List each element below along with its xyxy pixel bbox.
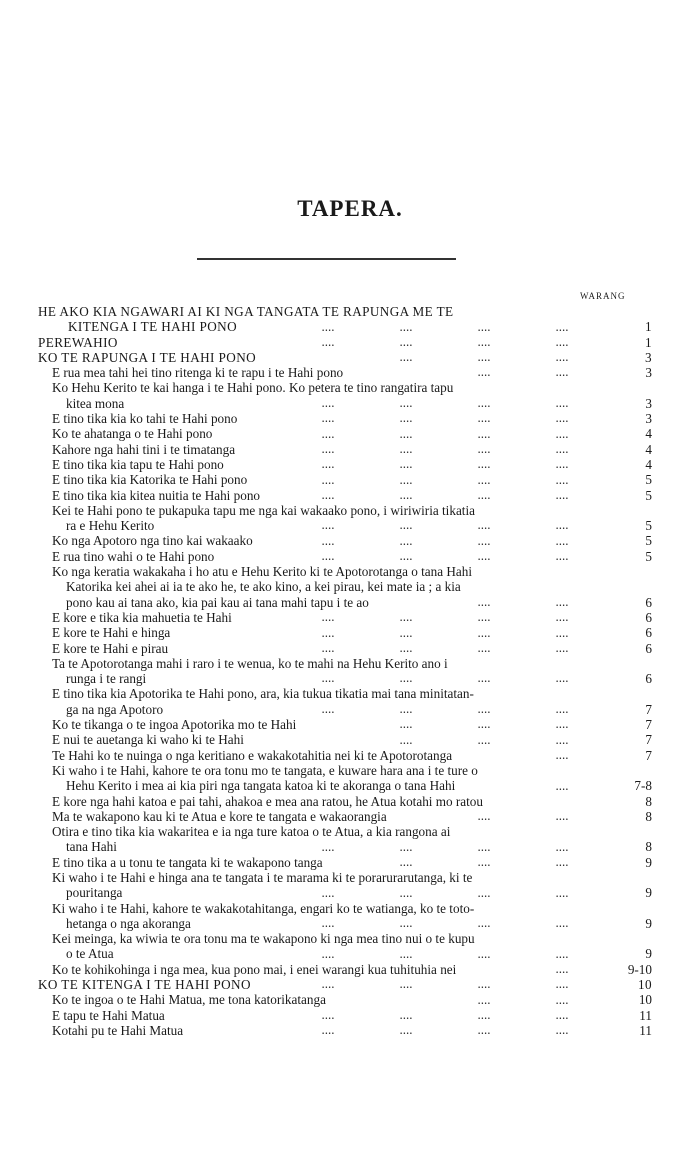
dot-leader-segment: .... <box>322 842 335 853</box>
toc-entry <box>0 442 700 457</box>
toc-page-number: 6 <box>645 671 652 687</box>
dot-leader-segment: .... <box>556 705 569 716</box>
dot-leader-segment: .... <box>400 705 413 716</box>
dot-leader-segment: .... <box>478 444 491 455</box>
toc-entry-title: E tapu te Hahi Matua <box>52 1007 165 1023</box>
toc-entry-title-continued: KITENGA I TE HAHI PONO <box>68 319 237 335</box>
dot-leader-segment: .... <box>400 980 413 991</box>
dot-leader-segment: .... <box>478 919 491 930</box>
dot-leader-segment: .... <box>478 368 491 379</box>
toc-entry <box>0 901 700 932</box>
dot-leader-segment: .... <box>556 475 569 486</box>
toc-entry-title: E tino tika kia Apotorika te Hahi pono, ara, kia tukua tikatia mai tana minitatan- <box>52 686 474 702</box>
dot-leader-segment: .... <box>322 521 335 532</box>
toc-entry <box>0 625 700 640</box>
toc-page-number: 7 <box>645 701 652 717</box>
dot-leader-segment: .... <box>322 705 335 716</box>
toc-page-number: 3 <box>645 395 652 411</box>
dot-leader-segment: .... <box>322 399 335 410</box>
dot-leader-segment: .... <box>322 460 335 471</box>
toc-entry-title: E kore nga hahi katoa e pai tahi, ahakoa e mea ana ratou, he Atua kotahi mo ratou <box>52 793 483 809</box>
dot-leader-segment: .... <box>322 337 335 348</box>
dot-leader-segment: .... <box>556 552 569 563</box>
toc-page-number: 11 <box>639 1022 652 1038</box>
dot-leader-segment: .... <box>322 1010 335 1021</box>
dot-leader-segment: .... <box>478 705 491 716</box>
dot-leader-segment: .... <box>478 842 491 853</box>
toc-entry-title: E kore te Hahi e hinga <box>52 625 171 641</box>
dot-leader-segment: .... <box>322 888 335 899</box>
dot-leader-segment: .... <box>556 597 569 608</box>
dot-leader-segment: .... <box>400 490 413 501</box>
dot-leader-segment: .... <box>322 643 335 654</box>
toc-page-number: 5 <box>645 548 652 564</box>
toc-entry <box>0 533 700 548</box>
toc-entry-title-continued: pouritanga <box>66 885 123 901</box>
toc-entry <box>0 992 700 1007</box>
dot-leader-segment: .... <box>400 949 413 960</box>
toc-entry-title: Kahore nga hahi tini i te timatanga <box>52 441 236 457</box>
dot-leader-segment: .... <box>400 842 413 853</box>
toc-entry-title-continued: kitea mona <box>66 395 125 411</box>
toc-page-number: 6 <box>645 594 652 610</box>
toc-page-number: 7 <box>645 732 652 748</box>
toc-entry-title: E tino tika a u tonu te tangata ki te wakapono tanga <box>52 854 323 870</box>
dot-leader-segment: .... <box>478 812 491 823</box>
toc-entry-title: E tino tika kia Katorika te Hahi pono <box>52 472 248 488</box>
dot-leader-segment: .... <box>322 980 335 991</box>
toc-entry-title: Ko te ingoa o te Hahi Matua, me tona katorikatanga <box>52 992 326 1008</box>
dot-leader-segment: .... <box>322 414 335 425</box>
toc-entry <box>0 488 700 503</box>
dot-leader-segment: .... <box>556 490 569 501</box>
toc-entry-title: Ko te ahatanga o te Hahi pono <box>52 426 213 442</box>
dot-leader-segment: .... <box>322 628 335 639</box>
toc-page-number: 7 <box>645 717 652 733</box>
dot-leader-segment: .... <box>556 842 569 853</box>
dot-leader-segment: .... <box>478 980 491 991</box>
toc-entry <box>0 503 700 534</box>
toc-entry <box>0 686 700 717</box>
toc-entry <box>0 610 700 625</box>
dot-leader-segment: .... <box>556 674 569 685</box>
toc-entry-title: E kore te Hahi e pirau <box>52 640 169 656</box>
dot-leader-segment: .... <box>556 643 569 654</box>
dot-leader-segment: .... <box>556 781 569 792</box>
dot-leader-segment: .... <box>400 1026 413 1037</box>
toc-page-number: 11 <box>639 1007 652 1023</box>
toc-entry <box>0 564 700 610</box>
dot-leader-segment: .... <box>478 1026 491 1037</box>
dot-leader-segment: .... <box>400 536 413 547</box>
dot-leader-segment: .... <box>400 674 413 685</box>
dot-leader-segment: .... <box>478 995 491 1006</box>
toc-entry-title: E rua tino wahi o te Hahi pono <box>52 548 215 564</box>
dot-leader-segment: .... <box>400 429 413 440</box>
dot-leader-segment: .... <box>400 399 413 410</box>
dot-leader-segment: .... <box>478 674 491 685</box>
toc-entry-title-continued: o te Atua <box>66 946 114 962</box>
dot-leader-segment: .... <box>322 1026 335 1037</box>
toc-entry-title: Ki waho i te Hahi, kahore te ora tonu mo te tangata, e kuware hara ana i te ture o <box>52 762 478 778</box>
toc-entry-title-continued: Hehu Kerito i mea ai kia piri nga tangata katoa ki te akoranga o tana Hahi <box>66 778 456 794</box>
dot-leader-segment: .... <box>556 857 569 868</box>
toc-page-number: 9 <box>645 915 652 931</box>
toc-entry <box>0 350 700 365</box>
dot-leader-segment: .... <box>478 857 491 868</box>
dot-leader-segment: .... <box>478 949 491 960</box>
dot-leader-segment: .... <box>400 857 413 868</box>
dot-leader-segment: .... <box>556 965 569 976</box>
toc-entry <box>0 824 700 855</box>
toc-page-number: 8 <box>645 793 652 809</box>
toc-entry-title: E rua mea tahi hei tino ritenga ki te rapu i te Hahi pono <box>52 365 344 381</box>
toc-entry-title-continued: Katorika kei ahei ai ia te ako he, te ako kino, a kei pirau, kei mate ia ; a kia <box>66 579 461 595</box>
toc-entry-title: Ko Hehu Kerito te kai hanga i te Hahi pono. Ko petera te tino rangatira tapu <box>52 380 454 396</box>
toc-entry-title-continued: pono kau ai tana ako, kia pai kau ai tana mahi tapu i te ao <box>66 594 369 610</box>
dot-leader-segment: .... <box>478 613 491 624</box>
dot-leader-segment: .... <box>478 337 491 348</box>
toc-entry <box>0 304 700 335</box>
dot-leader-segment: .... <box>400 720 413 731</box>
dot-leader-segment: .... <box>322 429 335 440</box>
toc-entry-title: Ko te kohikohinga i nga mea, kua pono mai, i enei warangi kua tuhituhia nei <box>52 961 457 977</box>
toc-entry-title: Ki waho i te Hahi, kahore te wakakotahitanga, engari ko te watianga, ko te toto- <box>52 900 475 916</box>
dot-leader-segment: .... <box>322 552 335 563</box>
toc-entry <box>0 931 700 962</box>
toc-entry-title: E tino tika kia kitea nuitia te Hahi pono <box>52 487 261 503</box>
toc-page-number: 4 <box>645 456 652 472</box>
toc-entry <box>0 977 700 992</box>
toc-page-number: 7-8 <box>634 778 652 794</box>
dot-leader-segment: .... <box>556 429 569 440</box>
dot-leader-segment: .... <box>556 322 569 333</box>
toc-entry-title: Ko nga Apotoro nga tino kai wakaako <box>52 533 253 549</box>
toc-page-number: 6 <box>645 640 652 656</box>
toc-entry <box>0 411 700 426</box>
dot-leader-segment: .... <box>400 353 413 364</box>
dot-leader-segment: .... <box>556 460 569 471</box>
toc-entry-title: Ta te Apotorotanga mahi i raro i te wenua, ko te mahi na Hehu Kerito ano i <box>52 655 448 671</box>
dot-leader-segment: .... <box>556 995 569 1006</box>
dot-leader-segment: .... <box>478 720 491 731</box>
toc-entry <box>0 549 700 564</box>
toc-entry-title: Kei meinga, ka wiwia te ora tonu ma te wakapono ki nga mea tino nui o te kupu <box>52 931 475 947</box>
dot-leader-segment: .... <box>400 460 413 471</box>
toc-entry <box>0 870 700 901</box>
dot-leader-segment: .... <box>478 460 491 471</box>
toc-entry-title-continued: runga i te rangi <box>66 671 147 687</box>
dot-leader-segment: .... <box>400 643 413 654</box>
dot-leader-segment: .... <box>478 536 491 547</box>
toc-page-number: 5 <box>645 518 652 534</box>
dot-leader-segment: .... <box>556 720 569 731</box>
dot-leader-segment: .... <box>556 888 569 899</box>
toc-page-number: 9 <box>645 885 652 901</box>
toc-entry <box>0 656 700 687</box>
dot-leader-segment: .... <box>400 475 413 486</box>
dot-leader-segment: .... <box>556 399 569 410</box>
toc-page-number: 9-10 <box>627 961 652 977</box>
toc-page-number: 7 <box>645 747 652 763</box>
toc-entry-title: E kore e tika kia mahuetia te Hahi <box>52 609 232 625</box>
toc-entry-title: KO TE RAPUNGA I TE HAHI PONO <box>38 349 257 365</box>
dot-leader-segment: .... <box>322 536 335 547</box>
toc-page-number: 10 <box>638 977 652 993</box>
toc-entry <box>0 380 700 411</box>
dot-leader-segment: .... <box>400 919 413 930</box>
toc-entry <box>0 717 700 732</box>
dot-leader-segment: .... <box>556 353 569 364</box>
toc-entry <box>0 794 700 809</box>
toc-entry-title: Kei te Hahi pono te pukapuka tapu me nga kai wakaako pono, i wiriwiria tikatia <box>52 502 475 518</box>
toc-page-number: 8 <box>645 808 652 824</box>
dot-leader-segment: .... <box>556 949 569 960</box>
toc-entry-title-continued: hetanga o nga akoranga <box>66 915 191 931</box>
toc-entry <box>0 1008 700 1023</box>
dot-leader-segment: .... <box>556 919 569 930</box>
toc-entry <box>0 457 700 472</box>
dot-leader-segment: .... <box>400 628 413 639</box>
dot-leader-segment: .... <box>478 322 491 333</box>
toc-page-number: 3 <box>645 411 652 427</box>
dot-leader-segment: .... <box>478 475 491 486</box>
dot-leader-segment: .... <box>322 949 335 960</box>
toc-entry-title: HE AKO KIA NGAWARI AI KI NGA TANGATA TE RAPUNGA ME TE <box>38 304 454 319</box>
toc-entry <box>0 1023 700 1038</box>
title-rule <box>197 258 456 260</box>
dot-leader-segment: .... <box>322 444 335 455</box>
toc-page-number: 3 <box>645 349 652 365</box>
toc-page-number: 8 <box>645 839 652 855</box>
toc-entry <box>0 763 700 794</box>
toc-entry-title: Kotahi pu te Hahi Matua <box>52 1022 184 1038</box>
dot-leader-segment: .... <box>556 368 569 379</box>
toc-page-number: 4 <box>645 426 652 442</box>
toc-entry-title: E nui te auetanga ki waho ki te Hahi <box>52 732 244 748</box>
toc-page-number: 1 <box>645 334 652 350</box>
toc-entry <box>0 641 700 656</box>
dot-leader-segment: .... <box>478 414 491 425</box>
page-title: TAPERA. <box>297 196 403 221</box>
dot-leader-segment: .... <box>556 521 569 532</box>
toc-entry-title: E tino tika kia tapu te Hahi pono <box>52 456 224 472</box>
toc-page-number: 3 <box>645 365 652 381</box>
dot-leader-segment: .... <box>322 674 335 685</box>
toc-entry <box>0 335 700 350</box>
dot-leader-segment: .... <box>556 1010 569 1021</box>
dot-leader-segment: .... <box>400 613 413 624</box>
toc-entry-title: Ko nga keratia wakakaha i ho atu e Hehu Kerito ki te Apotorotanga o tana Hahi <box>52 564 473 580</box>
toc-page-number: 9 <box>645 854 652 870</box>
toc-entry-title: Ko te tikanga o te ingoa Apotorika mo te Hahi <box>52 717 297 733</box>
dot-leader-segment: .... <box>556 735 569 746</box>
dot-leader-segment: .... <box>478 628 491 639</box>
dot-leader-segment: .... <box>322 613 335 624</box>
dot-leader-segment: .... <box>556 414 569 425</box>
dot-leader-segment: .... <box>478 888 491 899</box>
dot-leader-segment: .... <box>556 812 569 823</box>
toc-entry-title-continued: ga na nga Apotoro <box>66 701 164 717</box>
toc-page-number: 10 <box>638 992 652 1008</box>
page-column-header: WARANG <box>580 291 626 301</box>
toc-page-number: 5 <box>645 533 652 549</box>
dot-leader-segment: .... <box>478 643 491 654</box>
dot-leader-segment: .... <box>400 552 413 563</box>
dot-leader-segment: .... <box>478 597 491 608</box>
dot-leader-segment: .... <box>400 414 413 425</box>
dot-leader-segment: .... <box>322 490 335 501</box>
toc-entry-title: Otira e tino tika kia wakaritea e ia nga ture katoa o te Atua, a kia rangona ai <box>52 824 451 840</box>
table-of-contents <box>0 304 700 1038</box>
toc-entry <box>0 426 700 441</box>
dot-leader-segment: .... <box>556 1026 569 1037</box>
toc-entry-title: Ma te wakapono kau ki te Atua e kore te tangata e wakaorangia <box>52 808 387 824</box>
toc-entry <box>0 748 700 763</box>
dot-leader-segment: .... <box>556 444 569 455</box>
toc-page-number: 5 <box>645 487 652 503</box>
dot-leader-segment: .... <box>322 919 335 930</box>
toc-entry-title: Te Hahi ko te nuinga o nga keritiano e wakakotahitia nei ki te Apotorotanga <box>52 747 453 763</box>
toc-entry <box>0 732 700 747</box>
toc-entry-title: E tino tika kia ko tahi te Hahi pono <box>52 411 238 427</box>
toc-page-number: 6 <box>645 625 652 641</box>
dot-leader-segment: .... <box>556 536 569 547</box>
toc-entry-title-continued: tana Hahi <box>66 839 117 855</box>
toc-page-number: 6 <box>645 609 652 625</box>
dot-leader-segment: .... <box>400 1010 413 1021</box>
dot-leader-segment: .... <box>400 337 413 348</box>
toc-entry <box>0 855 700 870</box>
toc-entry-title-continued: ra e Hehu Kerito <box>66 518 155 534</box>
dot-leader-segment: .... <box>478 353 491 364</box>
dot-leader-segment: .... <box>478 735 491 746</box>
toc-entry <box>0 962 700 977</box>
dot-leader-segment: .... <box>478 399 491 410</box>
dot-leader-segment: .... <box>556 628 569 639</box>
dot-leader-segment: .... <box>556 750 569 761</box>
toc-entry <box>0 472 700 487</box>
dot-leader-segment: .... <box>322 475 335 486</box>
dot-leader-segment: .... <box>478 1010 491 1021</box>
dot-leader-segment: .... <box>400 444 413 455</box>
dot-leader-segment: .... <box>400 322 413 333</box>
dot-leader-segment: .... <box>400 735 413 746</box>
dot-leader-segment: .... <box>478 490 491 501</box>
dot-leader-segment: .... <box>322 322 335 333</box>
toc-page-number: 4 <box>645 441 652 457</box>
toc-page-number: 5 <box>645 472 652 488</box>
dot-leader-segment: .... <box>556 337 569 348</box>
dot-leader-segment: .... <box>400 888 413 899</box>
dot-leader-segment: .... <box>556 613 569 624</box>
dot-leader-segment: .... <box>556 980 569 991</box>
dot-leader-segment: .... <box>478 429 491 440</box>
toc-entry-title: Ki waho i te Hahi e hinga ana te tangata i te marama ki te porarurarutanga, ki te <box>52 869 473 885</box>
dot-leader-segment: .... <box>478 552 491 563</box>
toc-entry-title: KO TE KITENGA I TE HAHI PONO <box>38 977 251 993</box>
toc-entry-title: PEREWAHIO <box>38 334 118 350</box>
toc-entry <box>0 809 700 824</box>
toc-entry <box>0 365 700 380</box>
dot-leader-segment: .... <box>400 521 413 532</box>
toc-page-number: 9 <box>645 946 652 962</box>
dot-leader-segment: .... <box>478 521 491 532</box>
toc-page-number: 1 <box>645 319 652 335</box>
